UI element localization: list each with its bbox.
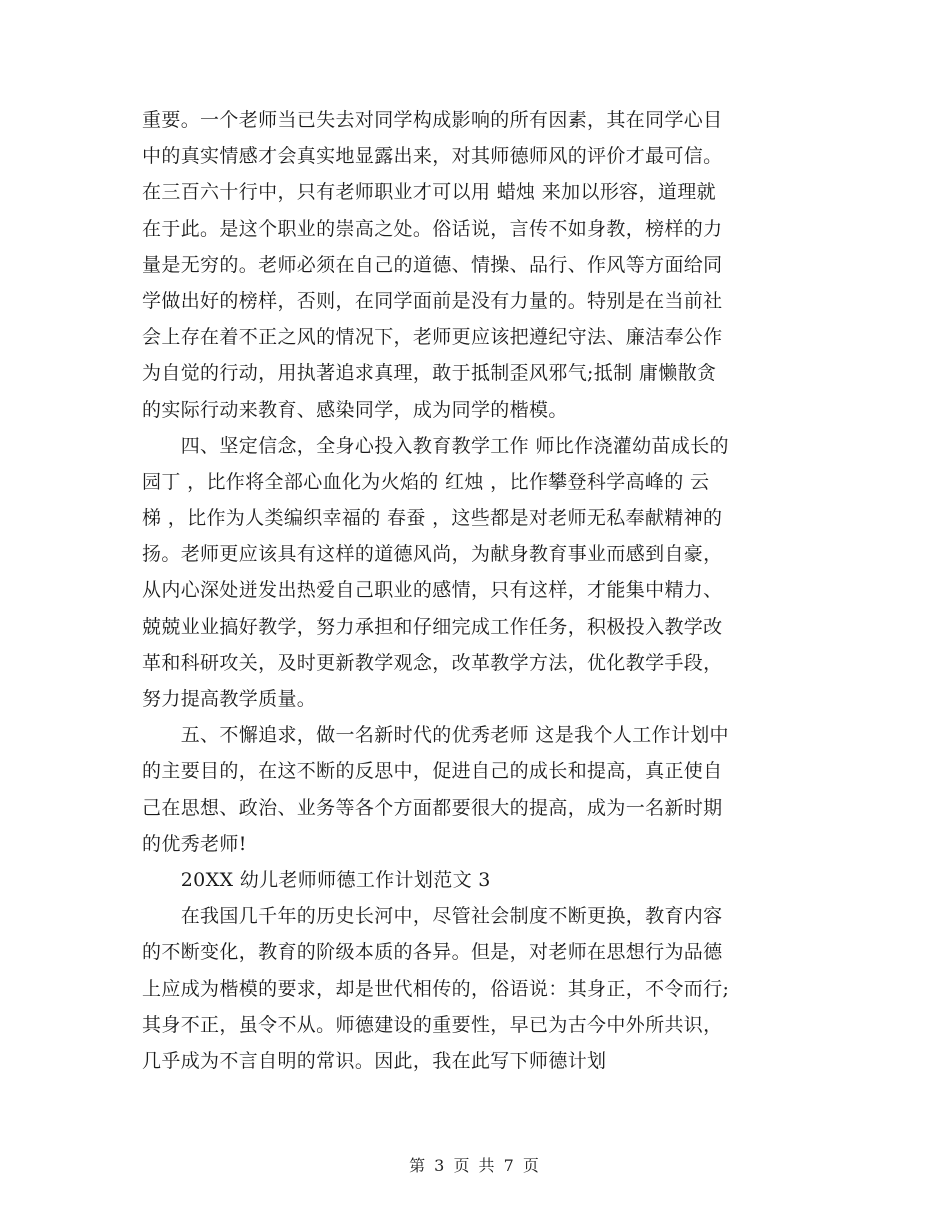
text-line: 其身不正，虽令不从。师德建设的重要性，早已为古今中外所共识， (142, 1013, 723, 1036)
text-line: 从内心深处迸发出热爱自己职业的感情，只有这样，才能集中精力、 (142, 579, 723, 602)
text-line: 在于此。是这个职业的崇高之处。俗话说，言传不如身教，榜样的力 (142, 217, 723, 240)
page-number-footer: 第 3 页 共 7 页 (409, 1156, 541, 1175)
text-line: 学做出好的榜样，否则，在同学面前是没有力量的。特别是在当前社 (142, 289, 723, 312)
text-line: 在我国几千年的历史长河中，尽管社会制度不断更换，教育内容 (142, 905, 723, 928)
text-line: 中的真实情感才会真实地显露出来，对其师德师风的评价才最可信。 (142, 145, 723, 168)
text-line: 在三百六十行中，只有老师职业才可以用 蜡烛 来加以形容，道理就 (142, 181, 716, 204)
text-line: 的主要目的，在这不断的反思中，促进自己的成长和提高，真正使自 (142, 760, 723, 783)
text-line: 革和科研攻关，及时更新教学观念，改革教学方法，优化教学手段， (142, 651, 723, 674)
text-line: 为自觉的行动，用执著追求真理，敢于抵制歪风邪气;抵制 庸懒散贪 (142, 362, 717, 385)
text-line: 的实际行动来教育、感染同学，成为同学的楷模。 (142, 398, 568, 421)
text-line: 梯 ，比作为人类编织幸福的 春蚕 ，这些都是对老师无私奉献精神的 (142, 507, 723, 530)
text-line: 扬。老师更应该具有这样的道德风尚，为献身教育事业而感到自豪， (142, 543, 723, 566)
text-line: 重要。一个老师当已失去对同学构成影响的所有因素，其在同学心目 (142, 109, 723, 131)
text-line: 的不断变化，教育的阶级本质的各异。但是，对老师在思想行为品德 (142, 941, 723, 964)
text-line: 会上存在着不正之风的情况下，老师更应该把遵纪守法、廉洁奉公作 (142, 326, 723, 349)
document-body (142, 102, 810, 1079)
text-line: 的优秀老师! (142, 832, 247, 855)
article-title: 20XX 幼儿老师师德工作计划范文 3 (142, 868, 491, 891)
text-line: 园丁 ，比作将全部心血化为火焰的 红烛 ，比作攀登科学高峰的 云 (142, 470, 710, 493)
text-line: 努力提高教学质量。 (142, 688, 317, 710)
section-heading-5: 五、不懈追求，做一名新时代的优秀老师 这是我个人工作计划中 (142, 724, 729, 747)
text-line: 几乎成为不言自明的常识。因此，我在此写下师德计划 (142, 1049, 607, 1072)
text-line: 兢兢业业搞好教学，努力承担和仔细完成工作任务，积极投入教学改 (142, 615, 723, 638)
text-line: 量是无穷的。老师必须在自己的道德、情操、品行、作风等方面给同 (142, 253, 723, 276)
section-heading-4: 四、坚定信念，全身心投入教育教学工作 师比作浇灌幼苗成长的 (142, 434, 729, 457)
text-line: 上应成为楷模的要求，却是世代相传的，俗语说：其身正，不令而行; (142, 977, 730, 1000)
text-line: 己在思想、政治、业务等各个方面都要很大的提高，成为一名新时期 (142, 796, 723, 819)
